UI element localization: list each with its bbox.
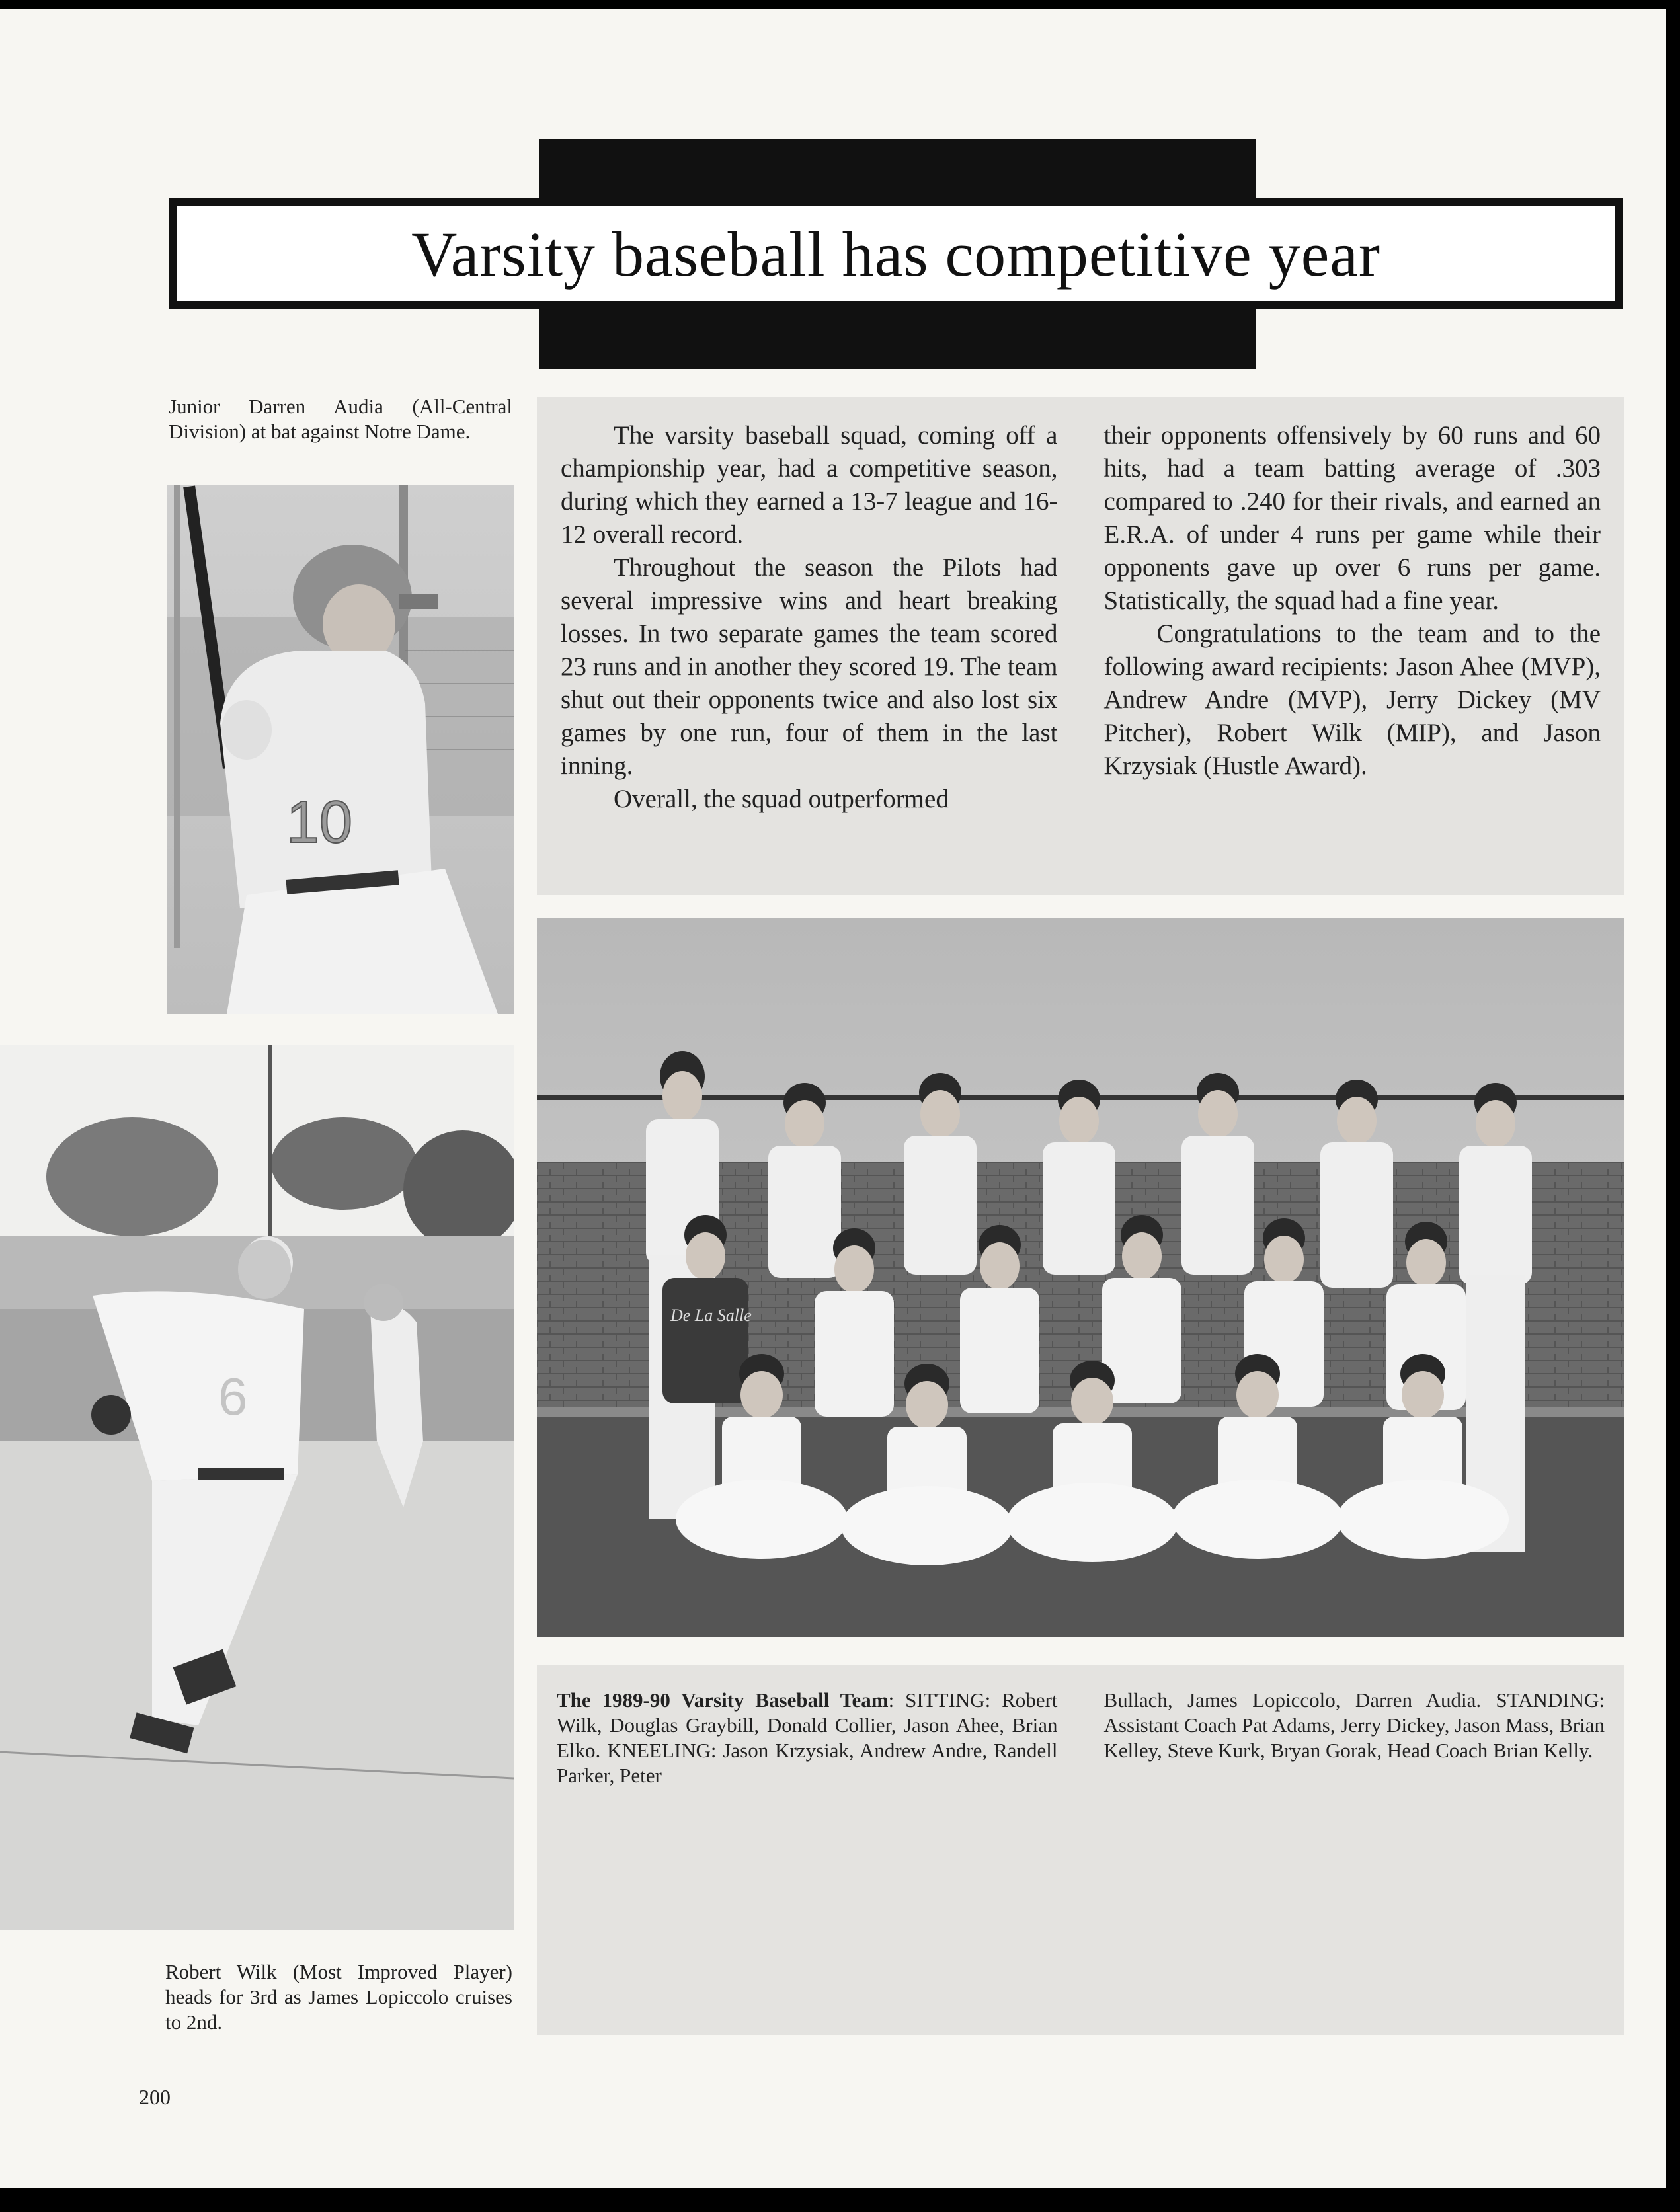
story-block [537, 397, 1624, 895]
team-caption-block [537, 1665, 1624, 2035]
runner-caption: Robert Wilk (Most Improved Player) heads for 3rd as James Lopiccolo cruises to 2nd. [165, 1960, 512, 2034]
batter-photo [167, 485, 514, 1014]
story-paragraph: Throughout the season the Pilots had several impressive wins and heart breaking losses. In two separate games the team scored 23 runs and in another they scored 19. The team shut out their opponents twice and also lost six games by one run, four of them in the last inning. [561, 553, 1058, 780]
runner-photo [0, 1045, 514, 1930]
runner-number: 6 [218, 1367, 248, 1426]
title-bar-top [539, 139, 1256, 201]
title-box [169, 198, 1623, 309]
batter-caption: Junior Darren Audia (All-Central Division) at bat against Notre Dame. [169, 395, 512, 443]
title-bar-bottom [539, 309, 1256, 369]
page-title: Varsity baseball has competitive year [411, 218, 1380, 290]
batter-number: 10 [286, 789, 353, 855]
yearbook-page [0, 9, 1666, 2188]
team-caption-column-1: The 1989-90 Varsity Baseball Team: SITTING: Robert Wilk, Douglas Graybill, Donald Collier, Jason Ahee, Brian Elko. KNEELING: Jason Krzysiak, Andrew Andre, Randell Parker, Peter [557, 1688, 1058, 1787]
team-caption-text: SITTING: Robert Wilk, Douglas Graybill, Donald Collier, Jason Ahee, Brian Elko. KNEELING: Jason Krzysiak, Andrew Andre, Randell Parker, Peter [557, 1688, 1058, 1787]
story-column-2 [1104, 419, 1601, 895]
team-photo [537, 918, 1624, 1637]
jacket-script: De La Salle [670, 1306, 752, 1325]
team-caption-column-2: Bullach, James Lopiccolo, Darren Audia. STANDING: Assistant Coach Pat Adams, Jerry Dickey, Jason Mass, Brian Kelley, Steve Kurk, Bryan Gorak, Head Coach Brian Kelly. [1103, 1688, 1605, 1762]
story-paragraph: their opponents offensively by 60 runs and 60 hits, had a team batting average of .303 compared to .240 for their rivals, and earned an E.R.A. of under 4 runs per game while their opponents gave up over 6 runs per game. Statistically, the squad had a fine year. [1103, 421, 1601, 615]
page-number: 200 [139, 2085, 171, 2109]
story-paragraph: The varsity baseball squad, coming off a championship year, had a competitive season, during which they earned a 13-7 league and 16-12 overall record. [561, 421, 1058, 549]
story-column-1 [561, 419, 1058, 895]
team-caption-lead: The 1989-90 Varsity Baseball Team [557, 1688, 889, 1712]
story-paragraph: Overall, the squad outperformed [614, 785, 949, 813]
story-paragraph: Congratulations to the team and to the following award recipients: Jason Ahee (MVP), Andrew Andre (MVP), Jerry Dickey (MV Pitcher), Robert Wilk (MIP), and Jason Krzysiak (Hustle Award). [1103, 619, 1601, 780]
